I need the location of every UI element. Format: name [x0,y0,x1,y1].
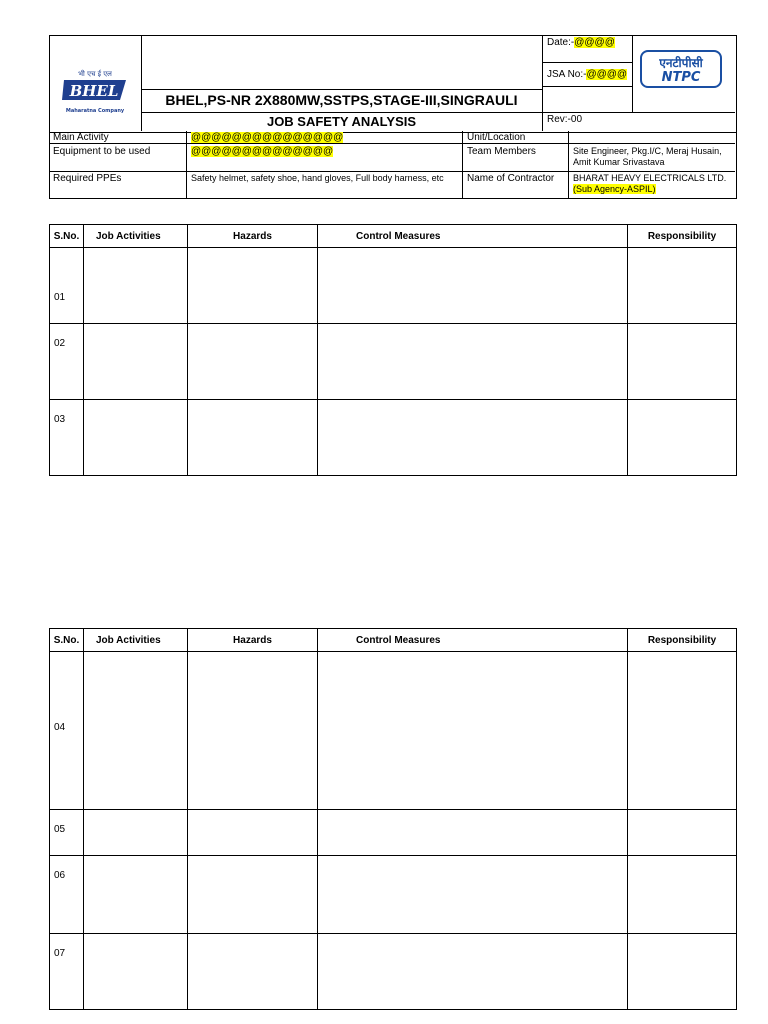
hazards-header: Hazards [188,629,318,652]
main-activity-text: @@@@@@@@@@@@@@@ [191,132,344,143]
divider [542,62,632,63]
job-activities-header: Job Activities [84,629,188,652]
main-activity-label: Main Activity [53,132,109,143]
responsibility-cell[interactable] [628,934,737,1010]
control-measure-cell[interactable] [318,856,628,934]
table-row [50,400,737,476]
divider [49,143,735,144]
hazard-cell[interactable] [188,810,318,856]
job-activity-cell[interactable] [84,248,188,324]
divider [632,35,633,113]
contractor-label: Name of Contractor [467,173,555,184]
divider [542,86,632,87]
contractor-value [573,173,733,195]
equipment-text: @@@@@@@@@@@@@@ [191,146,334,157]
contractor-sub-agency: (Sub Agency-ASPIL) [573,184,656,194]
responsibility-cell[interactable] [628,400,737,476]
responsibility-header: Responsibility [628,225,737,248]
table-row [50,324,737,400]
jsa-value: @@@@ [586,69,628,80]
document-title: JOB SAFETY ANALYSIS [266,114,417,129]
jsa-label: JSA No:- [547,69,587,80]
row-number: 04 [50,652,84,810]
ntpc-logo [640,50,722,88]
unit-location-label: Unit/Location [467,132,526,143]
divider [542,35,543,131]
jsa-table-1 [49,224,737,476]
control-measure-cell[interactable] [318,652,628,810]
control-measures-header: Control Measures [318,629,628,652]
hazard-cell[interactable] [188,248,318,324]
divider [462,131,463,198]
row-number: 01 [50,248,84,324]
bhel-tagline-text: Maharatna Company [65,108,125,114]
job-activity-cell[interactable] [84,652,188,810]
row-number: 06 [50,856,84,934]
responsibility-cell[interactable] [628,324,737,400]
date-field [547,37,615,49]
hazard-cell[interactable] [188,652,318,810]
bhel-logo [60,68,130,118]
equipment-value [191,146,333,158]
responsibility-cell[interactable] [628,810,737,856]
control-measure-cell[interactable] [318,810,628,856]
sno-header: S.No. [50,225,84,248]
table-header-row [50,225,737,248]
responsibility-cell[interactable] [628,248,737,324]
required-ppe-label: Required PPEs [53,173,122,184]
team-members-label: Team Members [467,146,536,157]
control-measure-cell[interactable] [318,400,628,476]
responsibility-header: Responsibility [628,629,737,652]
job-activity-cell[interactable] [84,934,188,1010]
table-row [50,934,737,1010]
job-activity-cell[interactable] [84,810,188,856]
row-number: 02 [50,324,84,400]
main-activity-value [191,132,343,144]
control-measure-cell[interactable] [318,248,628,324]
job-activity-cell[interactable] [84,856,188,934]
required-ppe-value: Safety helmet, safety shoe, hand gloves, Full body harness, etc [191,173,444,183]
row-number: 05 [50,810,84,856]
revision-label: Rev:-00 [547,114,583,125]
ntpc-brand-text: NTPC [661,70,701,85]
project-title: BHEL,PS-NR 2X880MW,SSTPS,STAGE-III,SINGRAULI [165,92,518,108]
date-label: Date:- [547,37,575,48]
hazard-cell[interactable] [188,324,318,400]
hazard-cell[interactable] [188,934,318,1010]
equipment-label: Equipment to be used [53,146,151,157]
job-activity-cell[interactable] [84,400,188,476]
sno-header: S.No. [50,629,84,652]
jsa-number-field [547,69,627,81]
row-number: 07 [50,934,84,1010]
job-activities-header: Job Activities [84,225,188,248]
bhel-hindi-text: भी एच ई एल [78,70,112,78]
hazard-cell[interactable] [188,400,318,476]
control-measure-cell[interactable] [318,324,628,400]
control-measure-cell[interactable] [318,934,628,1010]
ntpc-logo-icon [642,52,720,86]
bhel-logo-icon [60,68,130,118]
hazard-cell[interactable] [188,856,318,934]
contractor-name: BHARAT HEAVY ELECTRICALS LTD. [573,173,727,183]
divider [49,171,735,172]
jsa-table-2 [49,628,737,1010]
table-row [50,248,737,324]
ntpc-hindi-text: एनटीपीसी [659,56,703,70]
hazards-header: Hazards [188,225,318,248]
row-number: 03 [50,400,84,476]
table-header-row [50,629,737,652]
table-row [50,856,737,934]
divider [568,131,569,198]
table-row [50,810,737,856]
table-row [50,652,737,810]
job-activity-cell[interactable] [84,324,188,400]
divider [186,131,187,198]
date-value: @@@@ [574,37,615,48]
responsibility-cell[interactable] [628,652,737,810]
team-members-value: Site Engineer, Pkg.I/C, Meraj Husain, Amit Kumar Srivastava [573,146,722,167]
bhel-brand-text: BHEL [69,82,119,100]
control-measures-header: Control Measures [318,225,628,248]
responsibility-cell[interactable] [628,856,737,934]
